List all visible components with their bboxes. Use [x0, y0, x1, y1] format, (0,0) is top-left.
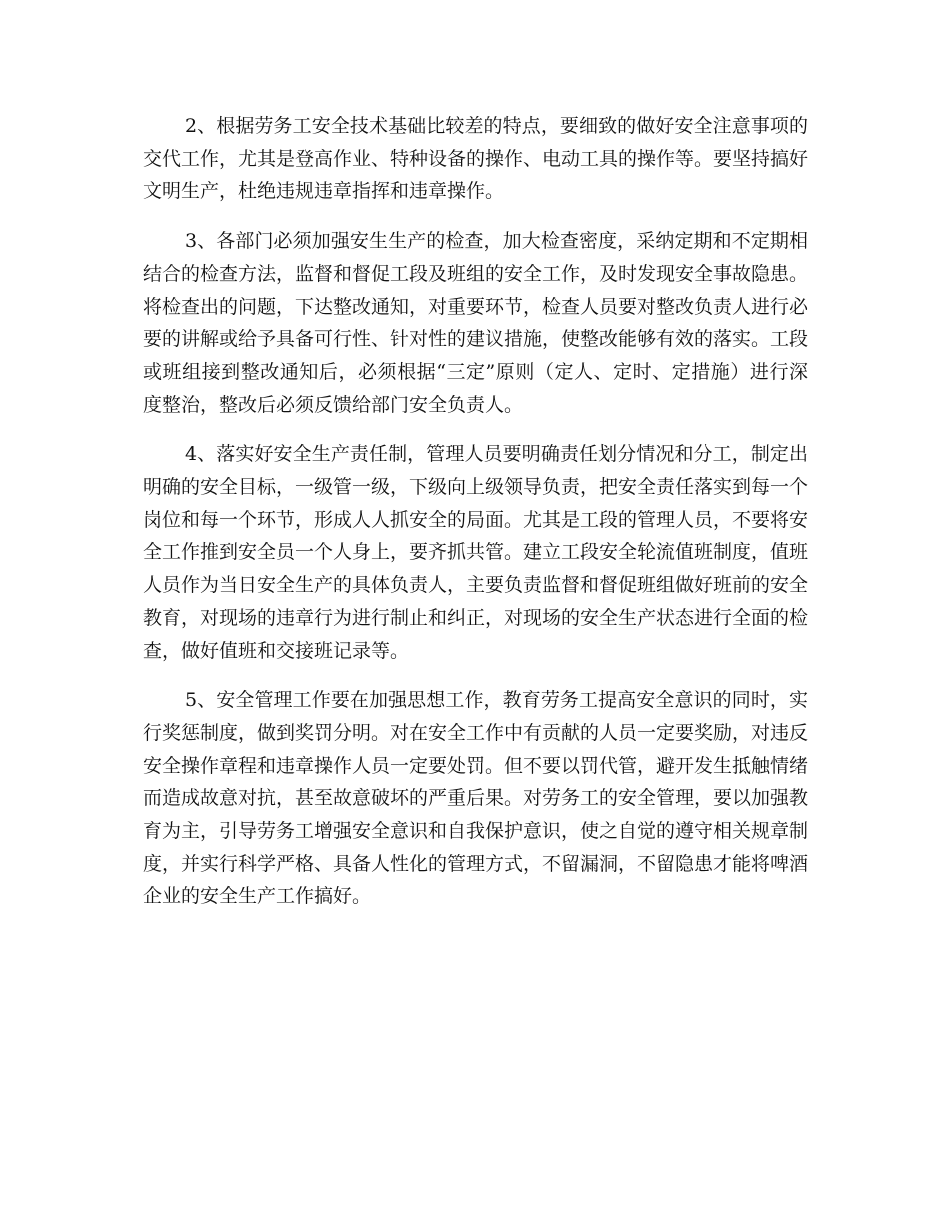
paragraph-5: 5、安全管理工作要在加强思想工作，教育劳务工提高安全意识的同时，实行奖惩制度，做到奖罚分明。对在安全工作中有贡献的人员一定要奖励，对违反安全操作章程和违章操作人员一定要处罚。但不要以罚代管，避开发生抵触情绪而造成故意对抗，甚至故意破坏的严重后果。对劳务工的安全管理，要以加强教育为主，引导劳务工增强安全意识和自我保护意识，使之自觉的遵守相关规章制度，并实行科学严格、具备人性化的管理方式，不留漏洞，不留隐患才能将啤酒企业的安全生产工作搞好。 [143, 689, 809, 908]
document-body [143, 110, 808, 913]
paragraph-3: 3、各部门必须加强安生生产的检查，加大检查密度，采纳定期和不定期相结合的检查方法，监督和督促工段及班组的安全工作，及时发现安全事故隐患。将检查出的问题，下达整改通知，对重要环节，检查人员要对整改负责人进行必要的讲解或给予具备可行性、针对性的建议措施，使整改能够有效的落实。工段或班组接到整改通知后，必须根据“三定”原则（定人、定时、定措施）进行深度整治，整改后必须反馈给部门安全负责人。 [143, 230, 809, 416]
paragraph-4: 4、落实好安全生产责任制，管理人员要明确责任划分情况和分工，制定出明确的安全目标，一级管一级，下级向上级领导负责，把安全责任落实到每一个岗位和每一个环节，形成人人抓安全的局面。尤其是工段的管理人员，不要将安全工作推到安全员一个人身上，要齐抓共管。建立工段安全轮流值班制度，值班人员作为当日安全生产的具体负责人，主要负责监督和督促班组做好班前的安全教育，对现场的违章行为进行制止和纠正，对现场的安全生产状态进行全面的检查，做好值班和交接班记录等。 [143, 443, 809, 662]
paragraph-2: 2、根据劳务工安全技术基础比较差的特点，要细致的做好安全注意事项的交代工作，尤其是登高作业、特种设备的操作、电动工具的操作等。要坚持搞好文明生产，杜绝违规违章指挥和违章操作。 [143, 115, 809, 203]
